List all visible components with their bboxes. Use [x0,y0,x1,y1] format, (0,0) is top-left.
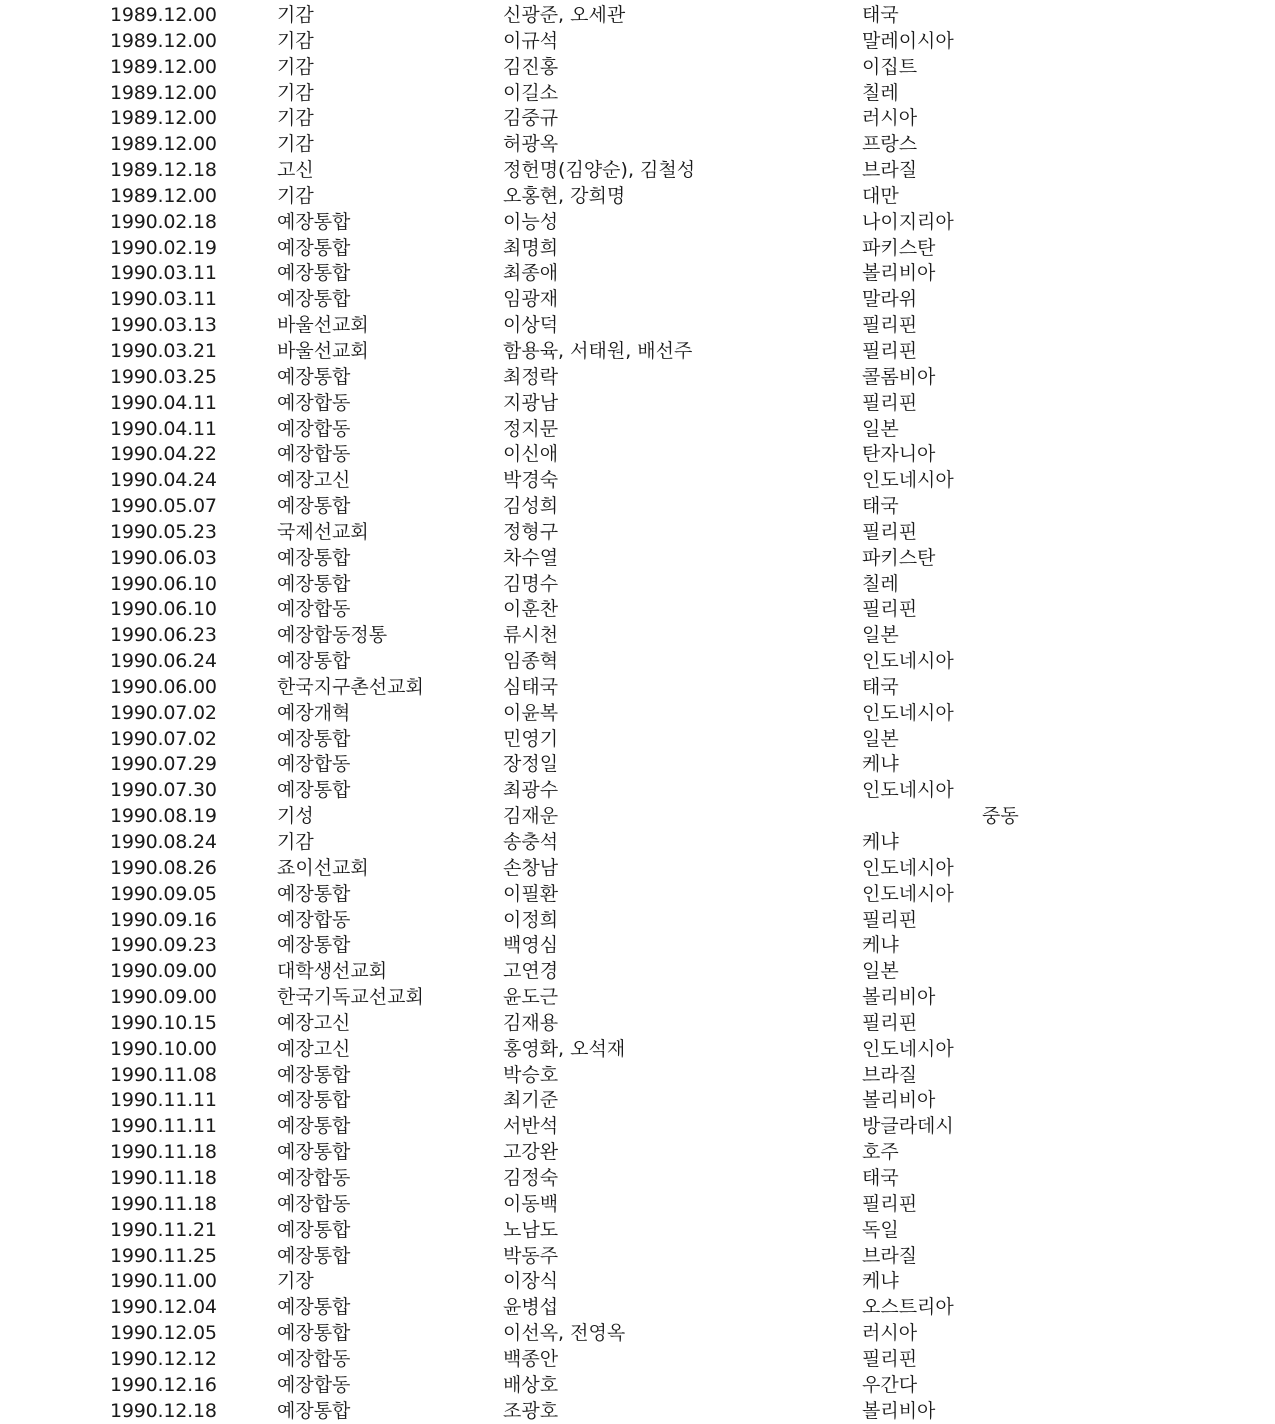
record-denomination: 예장통합 [277,882,351,905]
record-row [0,1114,1275,1140]
record-row [0,1011,1275,1037]
record-date: 1989.12.00 [110,107,217,130]
record-date: 1990.02.18 [110,210,217,233]
record-missionary: 이정희 [503,908,559,931]
record-missionary: 민영기 [503,727,559,750]
record-date: 1990.03.11 [110,288,217,311]
record-row [0,623,1275,649]
record-date: 1990.07.29 [110,753,217,776]
record-date: 1990.06.00 [110,675,217,698]
record-denomination: 기감 [277,831,314,853]
record-missionary: 이상덕 [503,314,559,337]
record-denomination: 예장합동 [277,598,351,621]
record-denomination: 예장합동정통 [277,624,388,647]
record-date: 1990.11.21 [110,1218,217,1241]
record-missionary: 이동백 [503,1192,559,1215]
record-country: 필리핀 [862,314,918,337]
record-row [0,1218,1275,1244]
record-date: 1990.06.23 [110,624,217,647]
record-denomination: 예장합동 [277,391,351,414]
record-country: 칠레 [862,81,899,104]
record-row [0,985,1275,1011]
record-missionary: 김진홍 [503,55,559,78]
record-country: 말라위 [862,288,918,311]
record-missionary: 이능성 [503,210,559,233]
record-country: 일본 [862,417,899,440]
record-country: 인도네시아 [862,701,954,724]
record-missionary: 고연경 [503,960,559,983]
record-missionary: 이길소 [503,81,559,104]
record-missionary: 노남도 [503,1218,559,1241]
record-missionary: 김정숙 [503,1166,559,1189]
record-country: 케냐 [862,1270,899,1293]
record-date: 1990.10.00 [110,1037,217,1060]
record-date: 1990.04.11 [110,417,217,440]
record-missionary: 김성희 [503,495,559,518]
record-missionary: 최종애 [503,262,559,285]
record-row [0,1166,1275,1192]
record-denomination: 예장고신 [277,469,351,492]
record-denomination: 기감 [277,55,314,78]
record-missionary: 최광수 [503,779,559,802]
record-denomination: 예장고신 [277,1011,351,1034]
record-row [0,546,1275,572]
record-missionary: 정헌명(김양순), 김철성 [503,159,696,182]
record-missionary: 윤병섭 [503,1296,559,1319]
record-denomination: 기감 [277,184,314,207]
record-row [0,1192,1275,1218]
record-denomination: 바울선교회 [277,314,369,337]
record-denomination: 기감 [277,107,314,130]
record-row [0,468,1275,494]
record-missionary: 이필환 [503,882,559,905]
record-missionary: 이신애 [503,443,559,466]
record-country: 볼리비아 [862,986,936,1009]
record-country: 태국 [862,4,899,26]
record-row [0,933,1275,959]
record-country: 케냐 [862,753,899,776]
record-denomination: 예장합동 [277,1373,351,1396]
record-date: 1990.07.02 [110,727,217,750]
record-row [0,106,1275,132]
record-date: 1990.05.23 [110,520,217,543]
record-missionary: 임광재 [503,288,559,311]
record-denomination: 대학생선교회 [277,960,388,983]
record-row [0,856,1275,882]
record-missionary: 박동주 [503,1244,559,1267]
record-missionary: 김중규 [503,107,559,130]
record-denomination: 기장 [277,1270,314,1293]
record-date: 1989.12.18 [110,159,217,182]
record-country: 필리핀 [862,391,918,414]
record-row [0,287,1275,313]
record-missionary: 김재운 [503,805,559,828]
record-missionary: 고강완 [503,1141,559,1164]
record-date: 1990.11.11 [110,1089,217,1112]
record-date: 1990.07.30 [110,779,217,802]
record-row [0,158,1275,184]
record-denomination: 예장통합 [277,779,351,802]
record-row [0,261,1275,287]
record-denomination: 기감 [277,29,314,52]
record-missionary: 배상호 [503,1373,559,1396]
record-country: 프랑스 [862,133,918,156]
record-country: 방글라데시 [862,1115,954,1138]
record-row [0,1373,1275,1399]
record-date: 1990.12.12 [110,1347,217,1370]
record-missionary: 최명희 [503,236,559,259]
record-row [0,1399,1275,1424]
record-row [0,184,1275,210]
record-date: 1990.06.24 [110,650,217,673]
record-country: 인도네시아 [862,650,954,673]
record-missionary: 정형구 [503,520,559,543]
record-row [0,1063,1275,1089]
record-date: 1989.12.00 [110,55,217,78]
record-denomination: 바울선교회 [277,339,369,362]
record-missionary: 박경숙 [503,469,559,492]
record-date: 1990.11.08 [110,1063,217,1086]
record-date: 1990.04.24 [110,469,217,492]
record-date: 1990.10.15 [110,1011,217,1034]
record-date: 1990.07.02 [110,701,217,724]
record-denomination: 예장통합 [277,236,351,259]
record-country: 우간다 [862,1373,918,1396]
record-denomination: 예장통합 [277,1322,351,1345]
record-denomination: 예장합동 [277,443,351,466]
record-country: 호주 [862,1141,899,1164]
record-row [0,649,1275,675]
record-row [0,55,1275,81]
record-row [0,494,1275,520]
record-country: 브라질 [862,1063,918,1086]
record-date: 1989.12.00 [110,4,217,26]
record-country: 오스트리아 [862,1296,954,1319]
record-denomination: 예장합동 [277,753,351,776]
record-region: 중동 [982,805,1019,828]
record-row [0,132,1275,158]
record-country: 브라질 [862,159,918,182]
record-denomination: 예장합동 [277,1166,351,1189]
record-country: 일본 [862,624,899,647]
record-date: 1990.02.19 [110,236,217,259]
record-missionary: 서반석 [503,1115,559,1138]
record-date: 1990.09.00 [110,986,217,1009]
record-missionary: 정지문 [503,417,559,440]
record-denomination: 예장통합 [277,546,351,569]
record-row [0,830,1275,856]
record-country: 인도네시아 [862,779,954,802]
record-date: 1990.03.21 [110,339,217,362]
record-country: 러시아 [862,1322,918,1345]
record-date: 1990.05.07 [110,495,217,518]
record-date: 1990.04.11 [110,391,217,414]
record-missionary: 손창남 [503,856,559,879]
record-row [0,1088,1275,1114]
record-denomination: 예장통합 [277,1244,351,1267]
record-row [0,81,1275,107]
record-denomination: 기감 [277,81,314,104]
record-missionary: 이윤복 [503,701,559,724]
record-date: 1990.11.18 [110,1192,217,1215]
record-denomination: 예장통합 [277,1296,351,1319]
record-country: 필리핀 [862,339,918,362]
record-country: 필리핀 [862,598,918,621]
record-row [0,908,1275,934]
record-row [0,29,1275,55]
record-date: 1990.11.00 [110,1270,217,1293]
record-row [0,752,1275,778]
record-row [0,1244,1275,1270]
record-denomination: 예장통합 [277,727,351,750]
record-date: 1989.12.00 [110,81,217,104]
record-row [0,1269,1275,1295]
record-country: 일본 [862,960,899,983]
record-date: 1990.06.10 [110,598,217,621]
record-country: 케냐 [862,831,899,853]
record-country: 독일 [862,1218,899,1241]
record-country: 칠레 [862,572,899,595]
record-denomination: 예장개혁 [277,701,351,724]
record-missionary: 오홍현, 강희명 [503,184,626,207]
record-missionary: 홍영화, 오석재 [503,1037,626,1060]
record-country: 브라질 [862,1244,918,1267]
record-missionary: 심태국 [503,675,559,698]
record-country: 태국 [862,1166,899,1189]
record-missionary: 함용육, 서태원, 배선주 [503,339,693,362]
record-row [0,701,1275,727]
record-row [0,442,1275,468]
record-date: 1989.12.00 [110,29,217,52]
record-country: 말레이시아 [862,29,954,52]
record-denomination: 예장합동 [277,1347,351,1370]
record-row [0,365,1275,391]
record-missionary: 박승호 [503,1063,559,1086]
record-row [0,520,1275,546]
record-missionary: 류시천 [503,624,559,647]
record-row [0,417,1275,443]
record-denomination: 한국기독교선교회 [277,986,424,1009]
record-country: 인도네시아 [862,882,954,905]
record-missionary: 지광남 [503,391,559,414]
record-missionary: 이장식 [503,1270,559,1293]
record-date: 1989.12.00 [110,184,217,207]
record-row [0,727,1275,753]
missionary-records-table [0,3,1275,1424]
record-denomination: 예장통합 [277,262,351,285]
record-denomination: 기감 [277,4,314,26]
record-row [0,1295,1275,1321]
record-denomination: 예장합동 [277,417,351,440]
record-denomination: 예장통합 [277,1141,351,1164]
record-missionary: 차수열 [503,546,559,569]
record-denomination: 예장통합 [277,1063,351,1086]
record-country: 인도네시아 [862,1037,954,1060]
record-missionary: 윤도근 [503,986,559,1009]
record-country: 대만 [862,184,899,207]
record-row [0,804,1275,830]
record-date: 1990.11.18 [110,1166,217,1189]
record-country: 태국 [862,495,899,518]
record-row [0,1321,1275,1347]
record-country: 볼리비아 [862,262,936,285]
record-missionary: 임종혁 [503,650,559,673]
record-date: 1990.06.10 [110,572,217,595]
record-denomination: 국제선교회 [277,520,369,543]
record-date: 1990.11.25 [110,1244,217,1267]
record-date: 1990.09.05 [110,882,217,905]
record-country: 탄자니아 [862,443,936,466]
record-date: 1989.12.00 [110,133,217,156]
record-missionary: 김재용 [503,1011,559,1034]
record-missionary: 백종안 [503,1347,559,1370]
record-date: 1990.03.25 [110,365,217,388]
record-denomination: 예장통합 [277,495,351,518]
record-denomination: 예장통합 [277,1399,351,1422]
record-date: 1990.11.11 [110,1115,217,1138]
record-denomination: 예장통합 [277,650,351,673]
record-missionary: 신광준, 오세관 [503,4,626,26]
record-country: 콜롬비아 [862,365,936,388]
record-country: 태국 [862,675,899,698]
record-country: 인도네시아 [862,856,954,879]
record-country: 러시아 [862,107,918,130]
record-country: 인도네시아 [862,469,954,492]
record-date: 1990.06.03 [110,546,217,569]
record-row [0,675,1275,701]
record-denomination: 죠이선교회 [277,856,369,879]
record-country: 필리핀 [862,1192,918,1215]
record-date: 1990.09.23 [110,934,217,957]
record-missionary: 백영심 [503,934,559,957]
record-denomination: 예장통합 [277,1089,351,1112]
record-row [0,3,1275,29]
record-date: 1990.11.18 [110,1141,217,1164]
record-row [0,959,1275,985]
record-country: 이집트 [862,55,918,78]
record-country: 케냐 [862,934,899,957]
record-country: 볼리비아 [862,1399,936,1422]
record-row [0,778,1275,804]
record-date: 1990.08.19 [110,805,217,828]
record-date: 1990.04.22 [110,443,217,466]
record-country: 필리핀 [862,1347,918,1370]
record-row [0,1037,1275,1063]
record-country: 필리핀 [862,520,918,543]
record-missionary: 이선옥, 전영옥 [503,1322,626,1345]
record-denomination: 예장통합 [277,934,351,957]
record-denomination: 예장통합 [277,1115,351,1138]
record-missionary: 최기준 [503,1089,559,1112]
record-denomination: 한국지구촌선교회 [277,675,424,698]
record-missionary: 장정일 [503,753,559,776]
record-row [0,1347,1275,1373]
record-date: 1990.12.16 [110,1373,217,1396]
record-row [0,339,1275,365]
record-missionary: 김명수 [503,572,559,595]
record-date: 1990.12.04 [110,1296,217,1319]
record-row [0,572,1275,598]
record-denomination: 기성 [277,805,314,828]
record-row [0,1140,1275,1166]
record-date: 1990.08.24 [110,831,217,853]
record-country: 파키스탄 [862,236,936,259]
record-date: 1990.03.11 [110,262,217,285]
record-missionary: 조광호 [503,1399,559,1422]
record-row [0,597,1275,623]
record-denomination: 예장고신 [277,1037,351,1060]
record-denomination: 고신 [277,159,314,182]
record-country: 일본 [862,727,899,750]
record-denomination: 예장통합 [277,288,351,311]
record-row [0,210,1275,236]
record-date: 1990.03.13 [110,314,217,337]
record-denomination: 예장통합 [277,572,351,595]
record-denomination: 예장통합 [277,1218,351,1241]
record-country: 파키스탄 [862,546,936,569]
record-row [0,391,1275,417]
record-date: 1990.09.00 [110,960,217,983]
record-date: 1990.09.16 [110,908,217,931]
record-missionary: 송충석 [503,831,559,853]
record-denomination: 예장합동 [277,908,351,931]
record-denomination: 예장합동 [277,1192,351,1215]
record-missionary: 허광옥 [503,133,559,156]
record-row [0,882,1275,908]
record-missionary: 이훈찬 [503,598,559,621]
record-row [0,313,1275,339]
record-country: 나이지리아 [862,210,954,233]
record-country: 볼리비아 [862,1089,936,1112]
record-missionary: 최정락 [503,365,559,388]
record-denomination: 기감 [277,133,314,156]
record-row [0,236,1275,262]
record-country: 필리핀 [862,908,918,931]
record-date: 1990.12.05 [110,1322,217,1345]
record-date: 1990.08.26 [110,856,217,879]
record-date: 1990.12.18 [110,1399,217,1422]
record-denomination: 예장통합 [277,365,351,388]
record-denomination: 예장통합 [277,210,351,233]
record-missionary: 이규석 [503,29,559,52]
record-country: 필리핀 [862,1011,918,1034]
